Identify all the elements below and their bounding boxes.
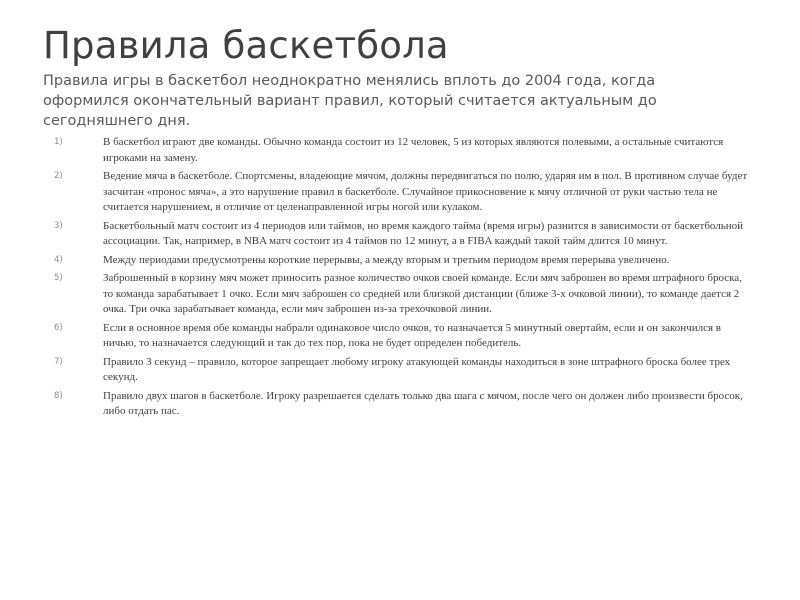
list-item-text: Заброшенный в корзину мяч может приносить разное количество очков своей команде. Если мяч заброшен во время штрафного броска, то команда зарабатывает 1 очко. Если мяч заброшен со средней или близкой дистанции (ближе 3-х очковой линии), то команде дается 2 очка. Три очка зарабатывает команда, если мяч заброшен из-за трехочковой линии. — [103, 272, 742, 315]
list-item — [0, 169, 800, 216]
list-item-text: В баскетбол играют две команды. Обычно команда состоит из 12 человек, 5 из которых являются полевыми, а остальные считаются игроками на замену. — [103, 136, 724, 164]
list-item-text: Баскетбольный матч состоит из 4 периодов или таймов, но время каждого тайма (время игры) разнится в зависимости от баскетбольной ассоциации. Так, например, в NBA матч состоит из 4 таймов по 12 минут, а в FIBA каждый такой тайм длится 10 минут. — [103, 219, 744, 247]
list-item-number: 3) — [54, 220, 63, 231]
slide-subtitle: Правила игры в баскетбол неоднократно менялись вплоть до 2004 года, когда оформился окончательный вариант правил, который считается актуальным до сегодняшнего дня. — [43, 73, 657, 129]
list-item-number: 7) — [54, 356, 63, 367]
list-item-text: Правило двух шагов в баскетболе. Игроку разрешается сделать только два шага с мячом, после чего он должен либо произвести бросок, либо отдать пас. — [103, 389, 743, 417]
list-item — [0, 389, 800, 420]
list-item-text: Правило 3 секунд – правило, которое запрещает любому игроку атакующей команды находиться в зоне штрафного броска более трех секунд. — [103, 355, 731, 383]
list-item-text: Между периодами предусмотрены короткие перерывы, а между вторым и третьим периодом время перерыва увеличено. — [103, 253, 670, 266]
list-item-number: 8) — [54, 390, 63, 401]
list-item — [0, 135, 800, 166]
list-item-number: 5) — [54, 273, 63, 283]
list-item-number: 2) — [54, 171, 63, 181]
rules-list — [0, 135, 800, 423]
list-item-text: Если в основное время обе команды набрали одинаковое число очков, то назначается 5 минутный овертайм, если и он закончился в ничью, то назначается следующий и так до тех пор, пока не будет определен победитель. — [103, 321, 721, 349]
list-item-number: 1) — [54, 137, 63, 147]
list-item — [0, 271, 800, 318]
list-item-text: Ведение мяча в баскетболе. Спортсмены, владеющие мячом, должны передвигаться по полю, ударяя им в пол. В противном случае будет засчитан «пронос мяча», а это нарушение правил в баскетболе. Случайное прикосновение к мячу отличной от руки частью тела не считается нарушением, в отличие от целенаправленной игры ногой или кулаком. — [103, 170, 748, 213]
list-item — [0, 321, 800, 352]
list-item — [0, 219, 800, 250]
list-item — [0, 355, 800, 386]
list-item-number: 6) — [54, 322, 63, 333]
list-item-number: 4) — [54, 254, 63, 265]
slide-title: Правила баскетбола — [43, 24, 449, 67]
list-item — [0, 253, 800, 269]
